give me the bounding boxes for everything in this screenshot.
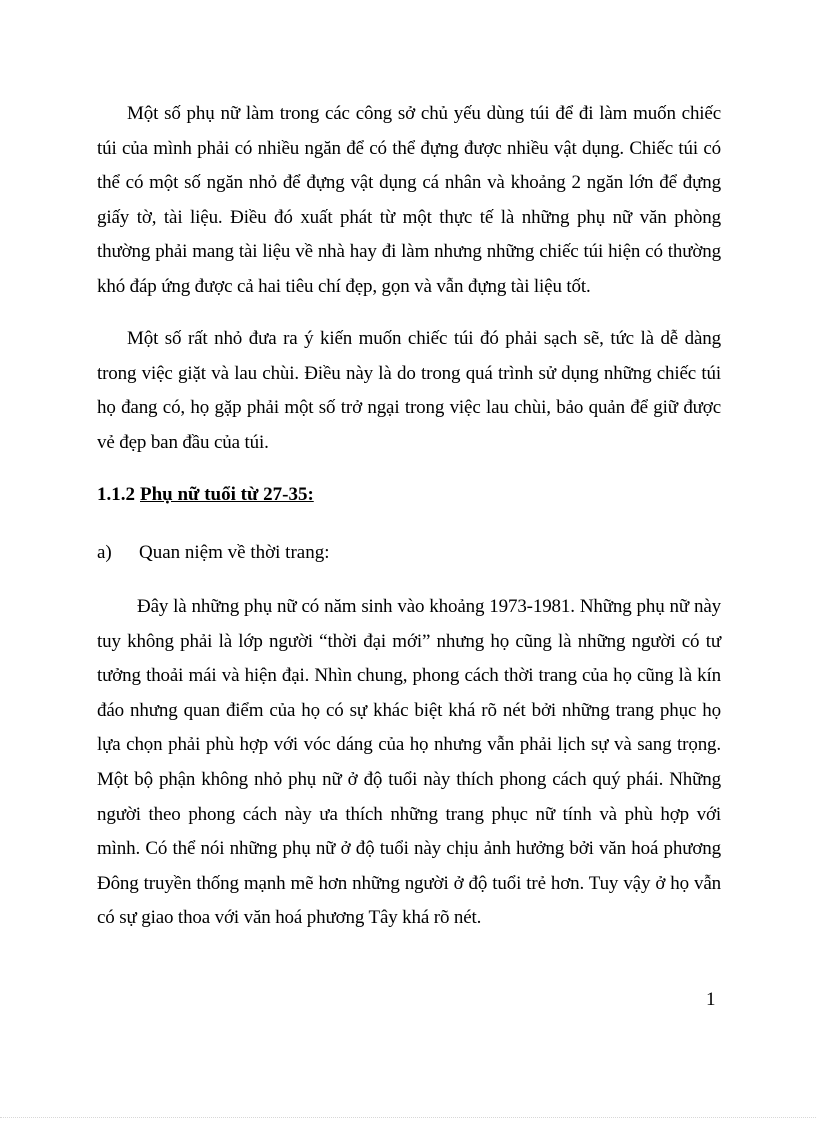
paragraph-cleanliness: Một số rất nhỏ đưa ra ý kiến muốn chiếc túi đó phải sạch sẽ, tức là dễ dàng trong việc giặt và lau chùi. Điều này là do trong quá trình sử dụng những chiếc túi họ đang có, họ gặp phải một số trở ngại trong việc lau chùi, bảo quản để giữ được vẻ đẹp ban đầu của túi. [97,328,721,453]
section-title: Phụ nữ tuổi từ 27-35: [140,484,314,505]
section-number: 1.1.2 [97,484,135,505]
section-heading [97,478,314,512]
subsection-letter: a) [97,542,112,563]
page-bottom-edge [0,1117,816,1118]
subsection-item [97,536,330,570]
paragraph-fashion-concept: Đây là những phụ nữ có năm sinh vào khoảng 1973-1981. Những phụ nữ này tuy không phải là lớp người “thời đại mới” nhưng họ cũng là những người có tư tưởng thoải mái và hiện đại. Nhìn chung, phong cách thời trang của họ cũng là kín đáo nhưng quan điểm của họ có sự khác biệt khá rõ nét bởi những trang phục họ lựa chọn phải phù hợp với vóc dáng của họ nhưng vẫn phải lịch sự và sang trọng. Một bộ phận không nhỏ phụ nữ ở độ tuổi này thích phong cách quý phái. Những người theo phong cách này ưa thích những trang phục nữ tính và phù hợp với mình. Có thể nói những phụ nữ ở độ tuổi này chịu ảnh hưởng bởi văn hoá phương Đông truyền thống mạnh mẽ hơn những người ở độ tuổi trẻ hơn. Tuy vậy ở họ vẫn có sự giao thoa với văn hoá phương Tây khá rõ nét. [97,596,721,929]
page-number: 1 [706,989,716,1010]
subsection-text: Quan niệm về thời trang: [139,542,330,563]
paragraph-office-bag-needs: Một số phụ nữ làm trong các công sở chủ yếu dùng túi để đi làm muốn chiếc túi của mình phải có nhiều ngăn để có thể đựng được nhiều vật dụng. Chiếc túi có thể có một số ngăn nhỏ để đựng vật dụng cá nhân và khoảng 2 ngăn lớn để đựng giấy tờ, tài liệu. Điều đó xuất phát từ một thực tế là những phụ nữ văn phòng thường phải mang tài liệu về nhà hay đi làm nhưng những chiếc túi hiện có thường khó đáp ứng được cả hai tiêu chí đẹp, gọn và vẫn đựng tài liệu tốt. [97,103,721,297]
